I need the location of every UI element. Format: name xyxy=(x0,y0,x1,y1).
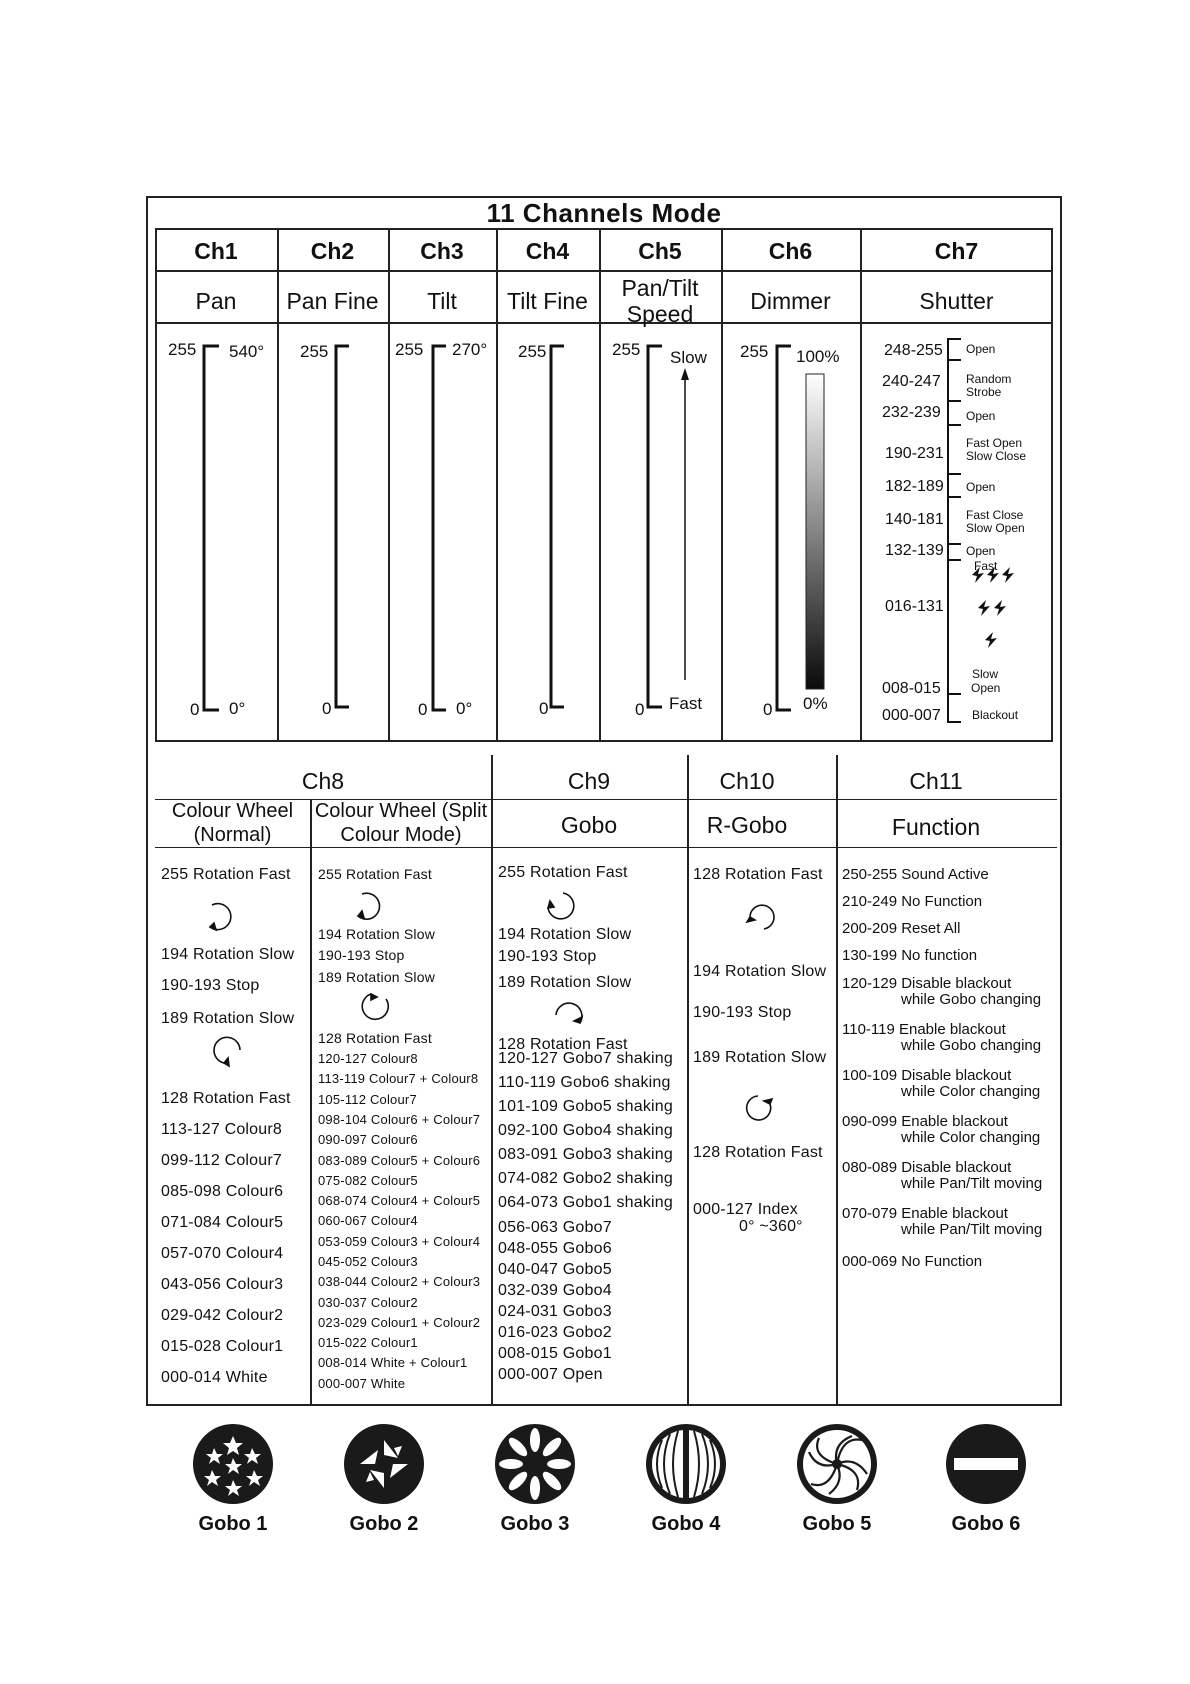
ch9-row: 190-193 Stop xyxy=(498,948,597,965)
name-ch4: Tilt Fine xyxy=(507,288,588,314)
gobo-4-lines-icon xyxy=(646,1424,726,1504)
gobo-2-label: Gobo 2 xyxy=(349,1513,419,1535)
ch5-bottom-value: 0 xyxy=(635,700,645,719)
ch11-row: while Color changing xyxy=(901,1083,1041,1100)
ch9-row: 101-109 Gobo5 shaking xyxy=(498,1098,673,1115)
ch8-split-row: 023-029 Colour1 + Colour2 xyxy=(318,1315,481,1330)
ch7-desc: Open xyxy=(966,409,996,423)
ch7-range: 132-139 xyxy=(885,542,944,559)
ch8-normal-row: 071-084 Colour5 xyxy=(161,1214,284,1231)
header-ch8: Ch8 xyxy=(301,768,345,794)
gobo-1-stars-icon xyxy=(193,1424,273,1504)
ch8-split-row: 105-112 Colour7 xyxy=(318,1092,417,1107)
gobo-6-label: Gobo 6 xyxy=(951,1513,1021,1535)
header-ch3: Ch3 xyxy=(420,238,464,264)
ch9-row: 255 Rotation Fast xyxy=(498,864,628,881)
header-ch11: Ch11 xyxy=(909,768,963,794)
ch9-row: 024-031 Gobo3 xyxy=(498,1303,612,1320)
ch7-range: 248-255 xyxy=(884,342,943,359)
ch11-row: while Pan/Tilt moving xyxy=(901,1175,1043,1192)
ch8-split-row: 068-074 Colour4 + Colour5 xyxy=(318,1193,481,1208)
ch11-row: 210-249 No Function xyxy=(842,893,983,910)
ch9-row: 040-047 Gobo5 xyxy=(498,1261,612,1278)
ch8-split-row: 008-014 White + Colour1 xyxy=(318,1355,468,1370)
gobo-5-label: Gobo 5 xyxy=(802,1513,872,1535)
ch5-top-value: 255 xyxy=(612,340,641,359)
ch11-row: 200-209 Reset All xyxy=(842,920,961,937)
ch7-range: 140-181 xyxy=(885,511,944,528)
ch8-split-row: 030-037 Colour2 xyxy=(318,1295,418,1310)
page-title: 11 Channels Mode xyxy=(486,198,722,228)
ch10-row: 128 Rotation Fast xyxy=(693,866,823,883)
ch10-row: 190-193 Stop xyxy=(693,1004,792,1021)
ch11-row: while Gobo changing xyxy=(901,1037,1042,1054)
ch11-row: 130-199 No function xyxy=(842,947,978,964)
name-ch7: Shutter xyxy=(919,288,994,314)
ch8-split-row: 060-067 Colour4 xyxy=(318,1213,418,1228)
name-ch6: Dimmer xyxy=(750,288,831,314)
ch8-split-row: 189 Rotation Slow xyxy=(318,969,436,985)
ch11-row: while Gobo changing xyxy=(901,991,1042,1008)
name-ch10: R-Gobo xyxy=(706,812,788,838)
ch8-split-row: 120-127 Colour8 xyxy=(318,1051,418,1066)
ch7-range: 232-239 xyxy=(882,404,941,421)
gobo-3-label: Gobo 3 xyxy=(500,1513,570,1535)
ch1-top-value: 255 xyxy=(168,340,197,359)
ch6-bottom-percent: 0% xyxy=(803,694,828,713)
ch6-top-percent: 100% xyxy=(796,347,840,366)
ch7-range: 016-131 xyxy=(885,598,944,615)
ch3-bottom-value: 0 xyxy=(418,700,428,719)
ch11-row: 000-069 No Function xyxy=(842,1253,983,1270)
ch9-row: 120-127 Gobo7 shaking xyxy=(498,1050,673,1067)
ch8-split-row: 075-082 Colour5 xyxy=(318,1173,418,1188)
gobo-2-pinwheel-icon xyxy=(344,1424,424,1504)
ch8-split-row: 015-022 Colour1 xyxy=(318,1335,418,1350)
ch7-desc: Open xyxy=(971,681,1001,695)
ch11-row: 120-129 Disable blackout xyxy=(842,975,1012,992)
gobo-3-flower-icon xyxy=(495,1424,575,1504)
ch7-desc: Open xyxy=(966,544,996,558)
ch9-row: 048-055 Gobo6 xyxy=(498,1240,612,1257)
ch7-desc: Blackout xyxy=(972,708,1019,722)
name-ch9: Gobo xyxy=(560,812,618,838)
ch10-row: 000-127 Index xyxy=(693,1201,798,1218)
ch8-split-row: 098-104 Colour6 + Colour7 xyxy=(318,1112,481,1127)
name-ch3: Tilt xyxy=(427,288,457,314)
name-ch5: Pan/Tilt Speed xyxy=(621,275,699,327)
ch9-row: 128 Rotation Fast xyxy=(498,1036,628,1053)
ch10-row: 0° ~360° xyxy=(739,1218,803,1235)
ch1-bottom-degree: 0° xyxy=(229,699,246,718)
ch8-split-row: 128 Rotation Fast xyxy=(318,1030,432,1046)
ch8-normal-row: 194 Rotation Slow xyxy=(161,946,295,963)
header-ch10: Ch10 xyxy=(719,768,775,794)
ch8-split-row: 113-119 Colour7 + Colour8 xyxy=(318,1071,479,1086)
ch3-top-value: 255 xyxy=(395,340,424,359)
ch8-normal-row: 099-112 Colour7 xyxy=(161,1152,283,1169)
ch9-row: 110-119 Gobo6 shaking xyxy=(498,1074,671,1091)
ch11-row: 080-089 Disable blackout xyxy=(842,1159,1012,1176)
ch9-row: 092-100 Gobo4 shaking xyxy=(498,1122,673,1139)
ch8-split-row: 255 Rotation Fast xyxy=(318,866,432,882)
ch11-row: 100-109 Disable blackout xyxy=(842,1067,1012,1084)
ch11-row: while Pan/Tilt moving xyxy=(901,1221,1043,1238)
ch8-normal-row: 043-056 Colour3 xyxy=(161,1276,284,1293)
ch9-row: 194 Rotation Slow xyxy=(498,926,632,943)
ch9-row: 032-039 Gobo4 xyxy=(498,1282,612,1299)
ch7-range: 240-247 xyxy=(882,373,941,390)
ch9-row: 056-063 Gobo7 xyxy=(498,1219,612,1236)
ch7-desc: Fast Close Slow Open xyxy=(966,508,1025,535)
ch11-row: while Color changing xyxy=(901,1129,1041,1146)
ch8-normal-row: 189 Rotation Slow xyxy=(161,1010,295,1027)
ch11-row: 090-099 Enable blackout xyxy=(842,1113,1008,1130)
ch6-bottom-value: 0 xyxy=(763,700,773,719)
gobo-5-swirl-icon xyxy=(797,1424,877,1504)
ch9-row: 083-091 Gobo3 shaking xyxy=(498,1146,673,1163)
header-ch6: Ch6 xyxy=(768,238,813,264)
name-ch11: Function xyxy=(891,814,981,840)
ch8-split-row: 190-193 Stop xyxy=(318,947,405,963)
ch1-bottom-value: 0 xyxy=(190,700,200,719)
ch11-row: 110-119 Enable blackout xyxy=(842,1021,1006,1038)
ch8-normal-row: 255 Rotation Fast xyxy=(161,866,291,883)
name-ch1: Pan xyxy=(195,288,237,314)
ch9-row: 189 Rotation Slow xyxy=(498,974,632,991)
ch9-row: 000-007 Open xyxy=(498,1366,603,1383)
ch3-top-degree: 270° xyxy=(452,340,488,359)
ch8-split-row: 000-007 White xyxy=(318,1376,406,1391)
ch2-bottom-value: 0 xyxy=(322,699,332,718)
ch9-row: 064-073 Gobo1 shaking xyxy=(498,1194,673,1211)
ch8-normal-row: 000-014 White xyxy=(161,1369,268,1386)
ch11-row: 070-079 Enable blackout xyxy=(842,1205,1008,1222)
ch7-range: 000-007 xyxy=(882,707,941,724)
ch9-row: 008-015 Gobo1 xyxy=(498,1345,612,1362)
ch5-fast-label: Fast xyxy=(669,694,703,713)
ch8-split-row: 083-089 Colour5 + Colour6 xyxy=(318,1153,481,1168)
ch8-split-row: 038-044 Colour2 + Colour3 xyxy=(318,1274,481,1289)
header-ch1: Ch1 xyxy=(194,238,238,264)
ch8-split-row: 045-052 Colour3 xyxy=(318,1254,418,1269)
ch7-slow-label: Slow xyxy=(972,667,999,681)
ch4-top-value: 255 xyxy=(518,342,547,361)
gobo-4-label: Gobo 4 xyxy=(651,1513,721,1535)
gobo-6-bar-icon xyxy=(946,1424,1026,1504)
name-ch8-split: Colour Wheel (Split Colour Mode) xyxy=(314,800,488,846)
ch7-fast-label: Fast xyxy=(974,559,998,573)
ch9-row: 074-082 Gobo2 shaking xyxy=(498,1170,673,1187)
header-ch7: Ch7 xyxy=(934,238,979,264)
ch8-split-row: 194 Rotation Slow xyxy=(318,926,436,942)
ch10-row: 194 Rotation Slow xyxy=(693,963,827,980)
ch8-split-row: 090-097 Colour6 xyxy=(318,1132,418,1147)
ch8-normal-row: 128 Rotation Fast xyxy=(161,1090,291,1107)
ch5-slow-label: Slow xyxy=(670,348,707,367)
ch4-bottom-value: 0 xyxy=(539,699,549,718)
ch10-row: 128 Rotation Fast xyxy=(693,1144,823,1161)
ch8-normal-row: 057-070 Colour4 xyxy=(161,1245,284,1262)
ch8-split-row: 053-059 Colour3 + Colour4 xyxy=(318,1234,481,1249)
ch7-desc: Fast Open Slow Close xyxy=(966,436,1027,463)
header-ch5: Ch5 xyxy=(638,238,682,264)
ch7-range: 008-015 xyxy=(882,680,941,697)
header-ch9: Ch9 xyxy=(567,768,611,794)
ch8-normal-row: 015-028 Colour1 xyxy=(161,1338,284,1355)
ch10-row: 189 Rotation Slow xyxy=(693,1049,827,1066)
header-ch2: Ch2 xyxy=(310,238,355,264)
ch8-normal-row: 085-098 Colour6 xyxy=(161,1183,284,1200)
ch8-normal-row: 029-042 Colour2 xyxy=(161,1307,284,1324)
ch6-top-value: 255 xyxy=(740,342,769,361)
ch9-row: 016-023 Gobo2 xyxy=(498,1324,612,1341)
ch1-top-degree: 540° xyxy=(229,342,265,361)
ch7-desc: Open xyxy=(966,342,996,356)
ch11-row: 250-255 Sound Active xyxy=(842,866,989,883)
gobo-1-label: Gobo 1 xyxy=(198,1513,268,1535)
name-ch8-normal: Colour Wheel (Normal) xyxy=(171,800,294,846)
ch2-top-value: 255 xyxy=(300,342,329,361)
ch8-normal-row: 113-127 Colour8 xyxy=(161,1121,283,1138)
ch7-desc: Random Strobe xyxy=(966,372,1012,399)
ch3-bottom-degree: 0° xyxy=(456,699,473,718)
ch7-range: 182-189 xyxy=(885,478,944,495)
ch8-normal-row: 190-193 Stop xyxy=(161,977,260,994)
name-ch2: Pan Fine xyxy=(286,288,379,314)
ch7-desc: Open xyxy=(966,480,996,494)
header-ch4: Ch4 xyxy=(525,238,570,264)
ch7-range: 190-231 xyxy=(885,445,944,462)
